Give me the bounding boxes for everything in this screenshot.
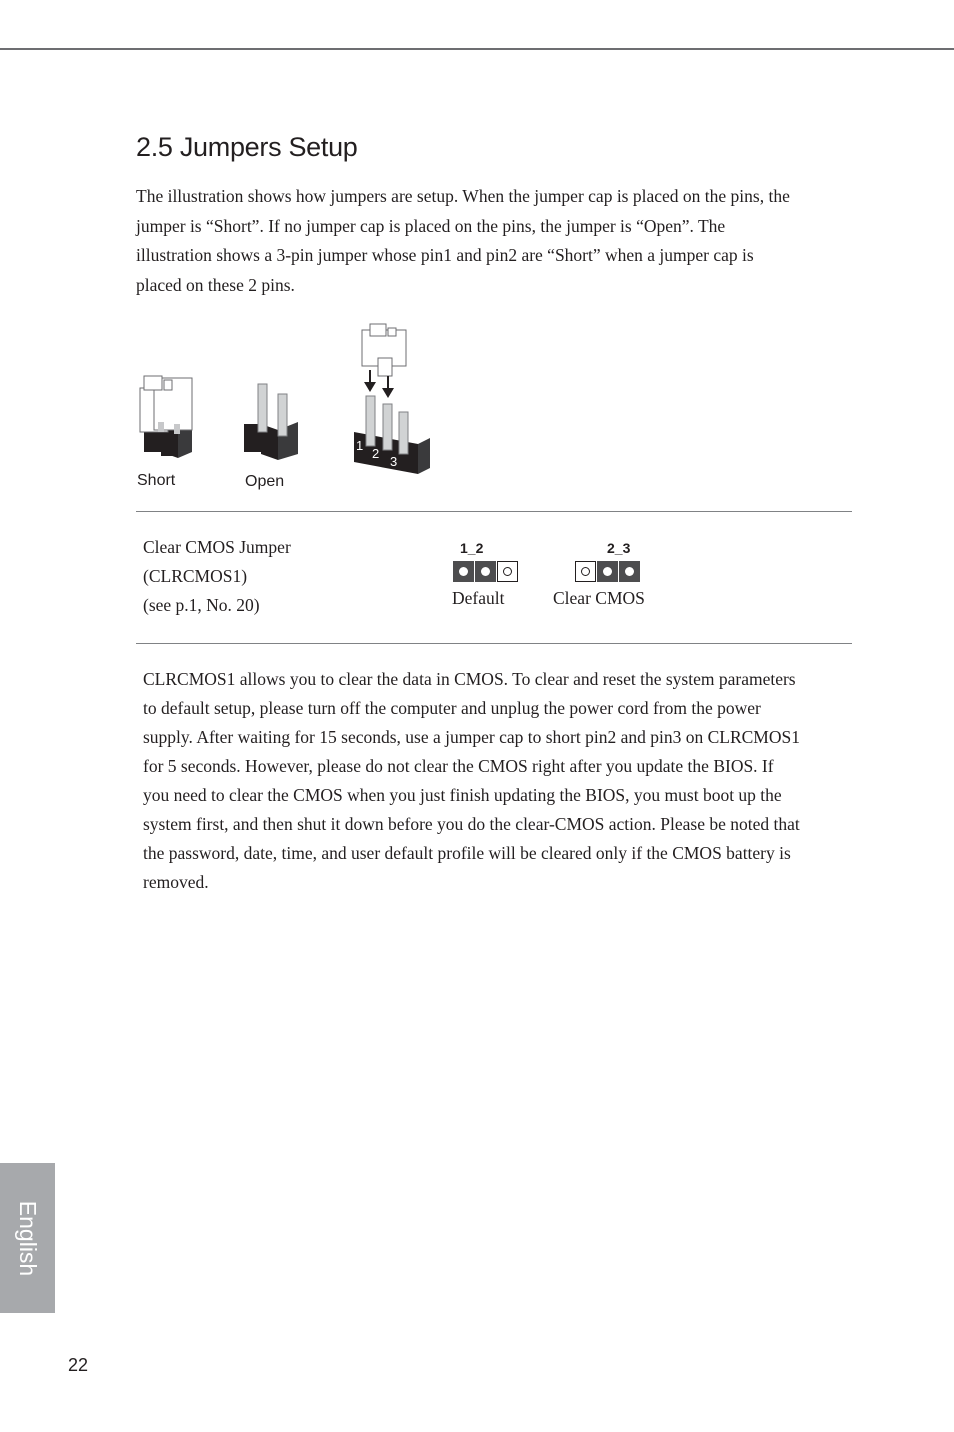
pin-2 xyxy=(475,561,496,582)
pins-label-clear: 2_3 xyxy=(607,540,631,556)
clear-cmos-caption: Clear CMOS xyxy=(553,588,645,608)
three-pin-jumper-graphic xyxy=(354,324,430,474)
default-caption: Default xyxy=(452,588,505,608)
jumper-name-line: (see p.1, No. 20) xyxy=(143,595,260,615)
pin-2 xyxy=(597,561,618,582)
pins-label-default: 1_2 xyxy=(460,540,484,556)
pin-header-clear xyxy=(575,561,641,582)
intro-paragraph: The illustration shows how jumpers are setup. When the jumper cap is placed on the pins, the jumper is “Short”. If no jumper cap is placed on the pins, the jumper is “Open”. The illustration shows a 3-pin jumper whose pin1 and pin2 are “Short” when a jumper cap is placed on these 2 pins. xyxy=(136,186,790,295)
jumper-name xyxy=(143,533,291,620)
pin-3 xyxy=(619,561,640,582)
table-bottom-rule xyxy=(136,643,852,644)
open-label: Open xyxy=(245,473,285,490)
pin-1 xyxy=(575,561,596,582)
language-tab xyxy=(0,1163,55,1313)
jumper-diagram xyxy=(130,320,430,495)
table-top-rule xyxy=(136,511,852,512)
pin-number-2: 2 xyxy=(372,446,380,461)
short-label: Short xyxy=(137,472,176,489)
clrcmos-description: CLRCMOS1 allows you to clear the data in CMOS. To clear and reset the system parameters to default setup, please turn off the computer and unplug the power cord from the power supply. After waiting for 15 seconds, use a jumper cap to short pin2 and pin3 on CLRCMOS1 for 5 seconds. However, please do not clear the CMOS right after you update the BIOS. If you need to clear the CMOS when you just finish updating the BIOS, you must boot up the system first, and then shut it down before you do the clear-CMOS action. Please be noted that the password, date, time, and user default profile will be cleared only if the CMOS battery is removed. xyxy=(143,669,800,892)
section-title: 2.5 Jumpers Setup xyxy=(136,132,358,162)
pin-number-1: 1 xyxy=(356,438,364,453)
pin-1 xyxy=(453,561,474,582)
pin-3 xyxy=(497,561,518,582)
open-jumper-graphic xyxy=(244,384,298,460)
pin-header-default xyxy=(453,561,519,582)
jumper-name-line: (CLRCMOS1) xyxy=(143,566,248,586)
pin-number-3: 3 xyxy=(390,454,398,469)
page-number: 22 xyxy=(68,1355,89,1375)
short-jumper-graphic xyxy=(140,376,192,458)
jumper-name-line: Clear CMOS Jumper xyxy=(143,537,291,557)
header-rule xyxy=(0,48,954,50)
jumper-illustration xyxy=(130,320,430,495)
language-tab-label: English xyxy=(15,1200,41,1276)
